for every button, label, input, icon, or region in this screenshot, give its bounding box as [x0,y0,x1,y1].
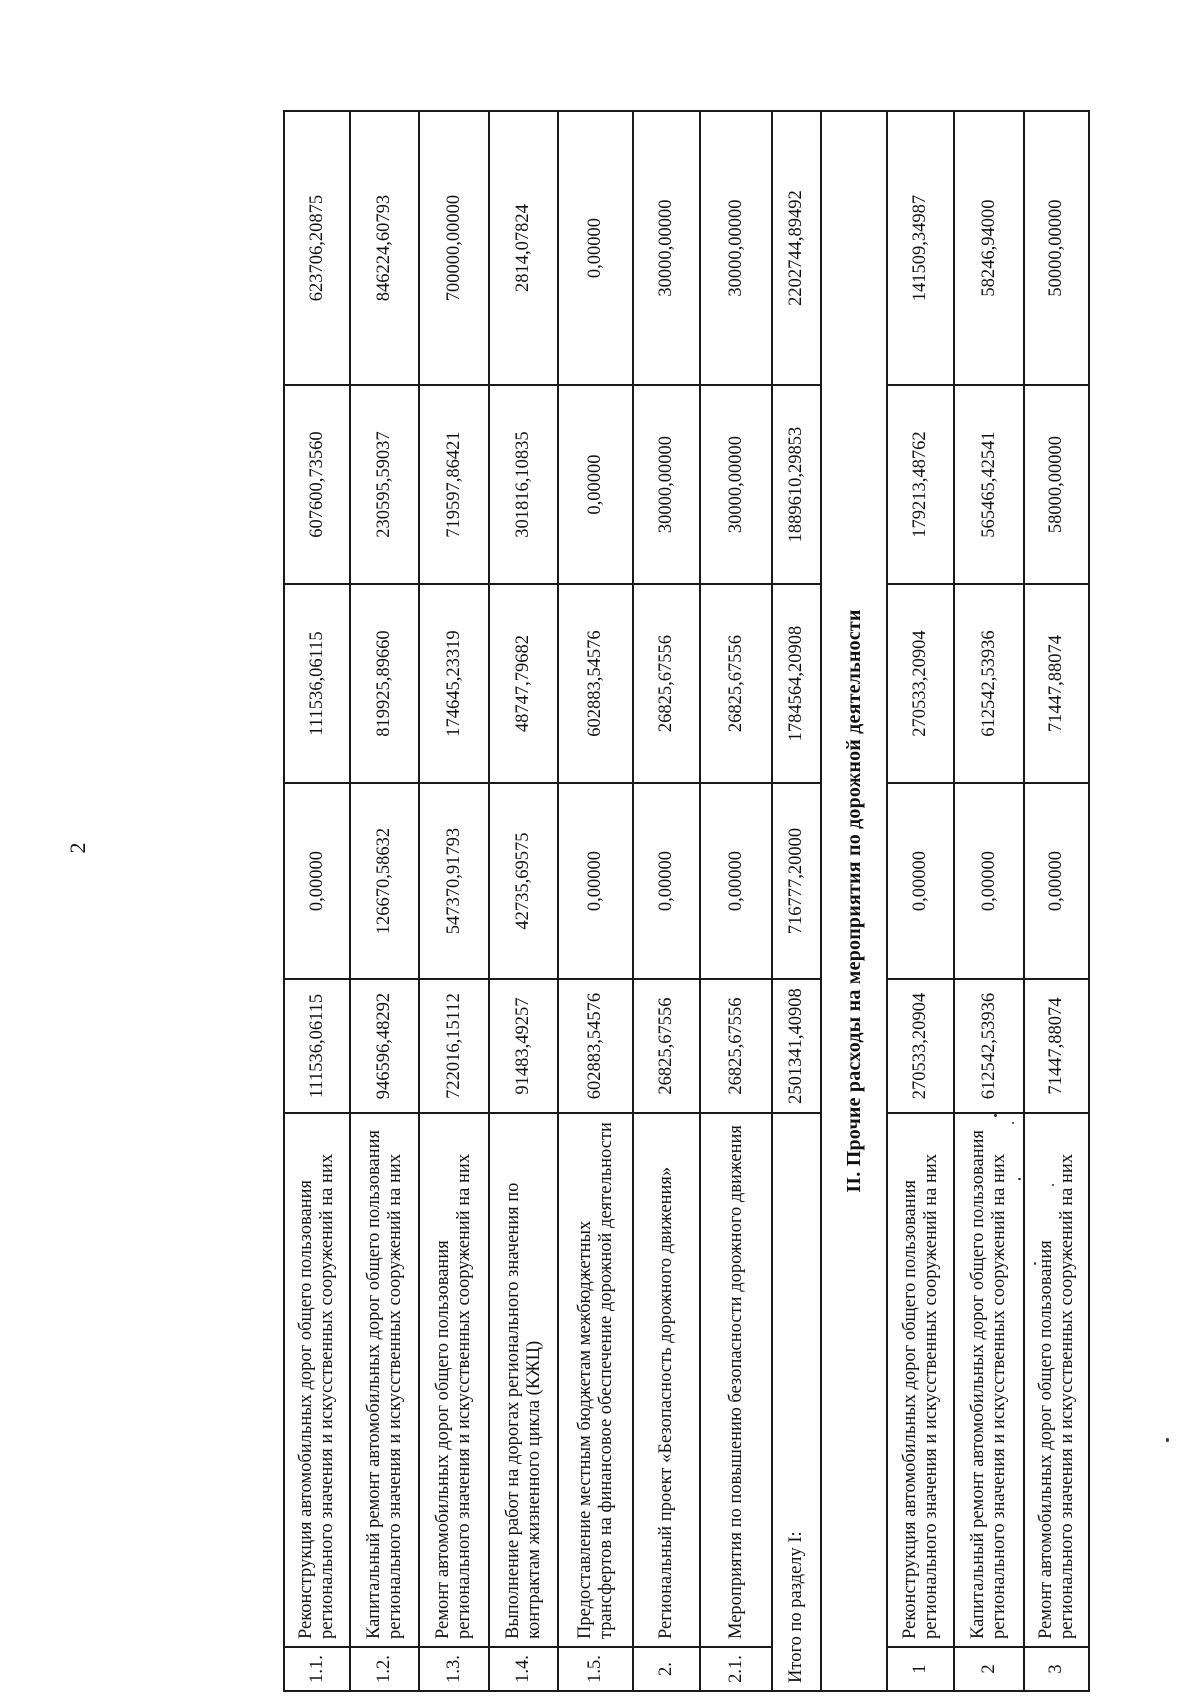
value-cell: 602883,54576 [558,979,633,1113]
row-number: 1.2. [350,1647,419,1691]
total-value-cell: 2202744,89492 [772,111,821,385]
value-cell: 26825,67556 [633,584,700,783]
value-cell: 607600,73560 [284,385,350,584]
total-value-cell: 1784564,20908 [772,584,821,783]
table-row [954,111,1024,1691]
value-cell: 48747,79682 [489,584,558,783]
value-cell: 0,00000 [558,111,633,385]
row-number: 1.1. [284,1647,350,1691]
row-name: Капитальный ремонт автомобильных дорог общего пользования регионального значения и искусственных сооружений на них [954,1113,1024,1647]
value-cell: 700000,00000 [419,111,489,385]
value-cell: 2814,07824 [489,111,558,385]
value-cell: 42735,69575 [489,783,558,979]
value-cell: 846224,60793 [350,111,419,385]
total-value-cell: 2501341,40908 [772,979,821,1113]
row-name: Мероприятия по повышению безопасности дорожного движения [700,1113,772,1647]
total-row [772,111,821,1691]
value-cell: 270533,20904 [887,584,954,783]
value-cell: 0,00000 [284,783,350,979]
value-cell: 547370,91793 [419,783,489,979]
row-name: Выполнение работ на дорогах регионального значения по контрактам жизненного цикла (КЖЦ) [489,1113,558,1647]
value-cell: 30000,00000 [700,385,772,584]
value-cell: 30000,00000 [700,111,772,385]
value-cell: 71447,88074 [1024,584,1089,783]
value-cell: 0,00000 [887,783,954,979]
row-number: 1.3. [419,1647,489,1691]
value-cell: 0,00000 [954,783,1024,979]
table-row [558,111,633,1691]
value-cell: 565465,42541 [954,385,1024,584]
value-cell: 0,00000 [633,783,700,979]
value-cell: 946596,48292 [350,979,419,1113]
value-cell: 50000,00000 [1024,111,1089,385]
row-number: 2. [633,1647,700,1691]
value-cell: 270533,20904 [887,979,954,1113]
table-body [284,111,1089,1691]
value-cell: 71447,88074 [1024,979,1089,1113]
row-name: Ремонт автомобильных дорог общего пользования регионального значения и искусственных сооружений на них [1024,1113,1089,1647]
page-number: 2 [65,842,90,854]
table-row [700,111,772,1691]
value-cell: 26825,67556 [700,584,772,783]
value-cell: 30000,00000 [633,385,700,584]
table-row [887,111,954,1691]
value-cell: 719597,86421 [419,385,489,584]
row-number: 1.4. [489,1647,558,1691]
value-cell: 141509,34987 [887,111,954,385]
table-row [419,111,489,1691]
row-name: Реконструкция автомобильных дорог общего пользования регионального значения и искусственных сооружений на них [284,1113,350,1647]
value-cell: 91483,49257 [489,979,558,1113]
row-number: 3 [1024,1647,1089,1691]
row-number: 1.5. [558,1647,633,1691]
value-cell: 722016,15112 [419,979,489,1113]
value-cell: 0,00000 [1024,783,1089,979]
total-label: Итого по разделу I: [772,1113,821,1691]
row-name: Капитальный ремонт автомобильных дорог общего пользования регионального значения и искусственных сооружений на них [350,1113,419,1647]
value-cell: 126670,58632 [350,783,419,979]
value-cell: 623706,20875 [284,111,350,385]
row-name: Предоставление местным бюджетам межбюджетных трансфертов на финансовое обеспечение дорожной деятельности [558,1113,633,1647]
value-cell: 111536,06115 [284,584,350,783]
table-row [489,111,558,1691]
rotated-table-container [283,112,1077,1692]
value-cell: 111536,06115 [284,979,350,1113]
value-cell: 58000,00000 [1024,385,1089,584]
value-cell: 612542,53936 [954,979,1024,1113]
value-cell: 30000,00000 [633,111,700,385]
section-title: II. Прочие расходы на мероприятия по дорожной деятельности [821,111,887,1691]
value-cell: 819925,89660 [350,584,419,783]
expenses-table [283,110,1090,1692]
total-value-cell: 1889610,29853 [772,385,821,584]
row-number: 2 [954,1647,1024,1691]
row-name: Ремонт автомобильных дорог общего пользования регионального значения и искусственных сооружений на них [419,1113,489,1647]
value-cell: 301816,10835 [489,385,558,584]
row-name: Реконструкция автомобильных дорог общего пользования регионального значения и искусственных сооружений на них [887,1113,954,1647]
row-number: 2.1. [700,1647,772,1691]
value-cell: 612542,53936 [954,584,1024,783]
value-cell: 174645,23319 [419,584,489,783]
table-row [1024,111,1089,1691]
section-title-row [821,111,887,1691]
value-cell: 26825,67556 [633,979,700,1113]
value-cell: 26825,67556 [700,979,772,1113]
total-value-cell: 716777,20000 [772,783,821,979]
table-row [284,111,350,1691]
value-cell: 0,00000 [700,783,772,979]
value-cell: 230595,59037 [350,385,419,584]
table-row [633,111,700,1691]
value-cell: 0,00000 [558,385,633,584]
value-cell: 58246,94000 [954,111,1024,385]
row-name: Региональный проект «Безопасность дорожного движения» [633,1113,700,1647]
row-number: 1 [887,1647,954,1691]
value-cell: 602883,54576 [558,584,633,783]
value-cell: 179213,48762 [887,385,954,584]
table-row [350,111,419,1691]
value-cell: 0,00000 [558,783,633,979]
